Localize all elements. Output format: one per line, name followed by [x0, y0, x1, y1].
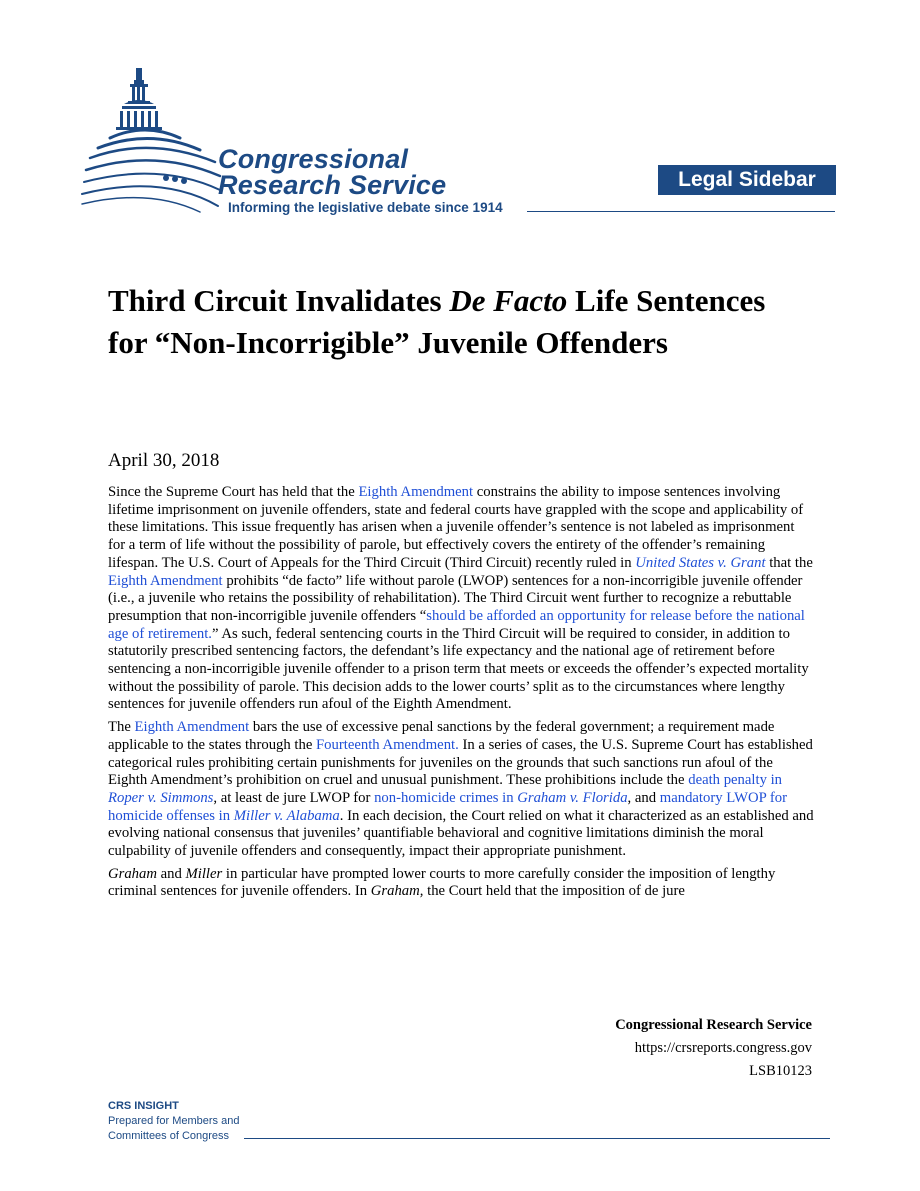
p3-italic-graham-2: Graham,	[370, 883, 424, 900]
legal-sidebar-badge: Legal Sidebar	[658, 165, 836, 195]
p3-text-3: the Court held that the imposition of de jure	[423, 883, 685, 900]
article-body	[108, 484, 814, 906]
title-part1: Third Circuit Invalidates	[108, 283, 450, 318]
prepared-line-2: Committees of Congress	[108, 1130, 230, 1142]
footer-info	[615, 1014, 812, 1083]
p2-text-2: bars the use of excessive penal sanctions by the federal government; a requirement made applicable to the states through the	[108, 719, 775, 753]
p3-italic-miller: Miller	[185, 865, 223, 882]
link-fourteenth-amendment[interactable]: Fourteenth Amendment.	[316, 736, 459, 753]
paragraph-1	[108, 484, 814, 714]
link-miller-case: Miller v. Alabama	[233, 807, 340, 824]
paragraph-2	[108, 719, 814, 861]
link-graham-case: Graham v. Florida	[517, 789, 628, 806]
crs-insight-block	[108, 1099, 239, 1144]
crs-insight-label: CRS INSIGHT	[108, 1100, 179, 1112]
footer-url[interactable]: https://crsreports.congress.gov	[634, 1040, 812, 1056]
p1-text-4: prohibits “de facto” life without parole (LWOP) sentences for a non-incorrigible juvenile offender (i.e., a juvenile who retains the possibility of rehabilitation). The Third Circuit went further to recognize a rebuttable presumption that non-incorrigible juvenile offenders “	[108, 572, 803, 624]
title-part2: Life Sentences for “Non-Incorrigible” Juvenile Offenders	[108, 283, 766, 360]
p3-text-2: in particular have prompted lower courts to more carefully consider the imposition of lengthy criminal sentences for juvenile offenders. In	[108, 865, 776, 900]
p3-text-1: and	[156, 865, 186, 882]
link-miller-text: mandatory LWOP for homicide offenses in	[108, 789, 788, 824]
p3-italic-graham: Graham	[108, 865, 157, 882]
link-roper-case: Roper v. Simmons	[108, 789, 214, 806]
p2-text-5: , and	[627, 789, 660, 806]
p2-text-1: The	[108, 719, 135, 736]
title-italic: De Facto	[449, 283, 568, 318]
publication-date: April 30, 2018	[108, 450, 220, 471]
p1-text-3: that the	[765, 554, 813, 571]
p1-text-2: constrains the ability to impose sentences involving lifetime imprisonment on juvenile offenders, state and federal courts have grappled with the scope and applicability of these limitations. This issue frequently has arisen when a juvenile offender’s sentence is not labeled as imprisonment for a term of life without the possibility of parole, but effectively covers the entirety of the offender’s remaining lifespan. The U.S. Court of Appeals for the Third Circuit (Third Circuit) recently ruled in	[108, 484, 804, 571]
link-graham-text: non-homicide crimes in	[374, 789, 518, 806]
tagline-divider	[527, 211, 835, 212]
p2-text-6: . In each decision, the Court relied on what it characterized as an established and evolving national consensus that juveniles’ quantifiable behavioral and cognitive limitations diminish the moral culpability of juvenile offenders and consequently, impact their appropriate punishment.	[108, 807, 814, 860]
paragraph-3	[108, 866, 814, 901]
p1-text-5: ” As such, federal sentencing courts in the Third Circuit will be required to consider, in addition to statutorily prescribed sentencing factors, the defendant’s life expectancy and the national age of retirement before sentencing a non-incorrigible juvenile offender to a prison term that meets or exceeds the offender’s expected mortality without the possibility of parole. This decision adds to the lower courts’ split as to the circumstances where lengthy sentences for juvenile offenders run afoul of the Eighth Amendment.	[108, 625, 809, 713]
link-us-v-grant[interactable]: United States v. Grant	[635, 554, 766, 571]
document-title	[108, 280, 808, 364]
footer-divider	[244, 1138, 830, 1139]
link-graham-v-florida[interactable]	[374, 790, 627, 806]
link-roper-text: death penalty in	[688, 772, 783, 789]
p1-text-1: Since the Supreme Court has held that the	[108, 484, 359, 500]
crs-name-line2: Research Service	[218, 170, 447, 200]
p2-text-3: In a series of cases, the U.S. Supreme Court has established categorical rules prohibiting certain punishments for juveniles on the grounds that such sanctions run afoul of the Eighth Amendment’s prohibition on cruel and unusual punishment. These prohibitions include the	[108, 736, 813, 789]
prepared-line-1: Prepared for Members and	[108, 1115, 240, 1127]
link-eighth-amendment-2[interactable]: Eighth Amendment	[108, 572, 223, 589]
link-eighth-amendment-3[interactable]: Eighth Amendment	[134, 719, 250, 736]
link-release-quote[interactable]: should be afforded an opportunity for release before the national age of retirement.	[108, 607, 805, 642]
crs-tagline: Informing the legislative debate since 1914	[228, 200, 503, 215]
link-eighth-amendment[interactable]: Eighth Amendment	[358, 484, 474, 500]
p2-text-4: , at least de jure LWOP for	[213, 789, 375, 806]
crs-name-line1: Congressional	[218, 144, 409, 174]
crs-logo-name	[218, 146, 538, 198]
footer-org: Congressional Research Service	[615, 1017, 812, 1033]
footer-report-id: LSB10123	[749, 1063, 812, 1079]
